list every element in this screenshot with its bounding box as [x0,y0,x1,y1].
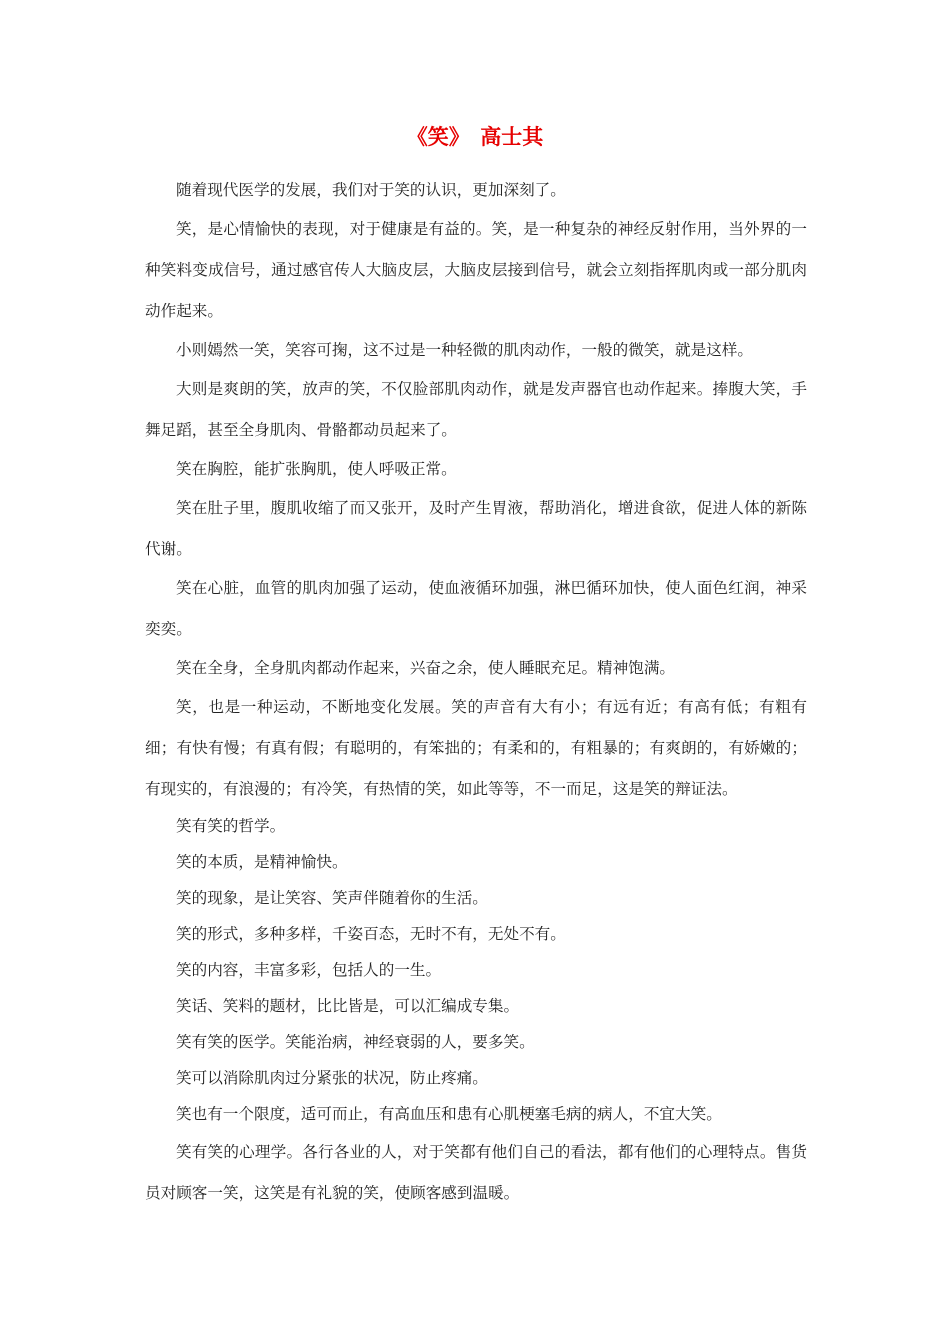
paragraph-17: 笑可以消除肌肉过分紧张的状况，防止疼痛。 [176,1069,488,1087]
paragraph-3: 小则嫣然一笑，笑容可掬，这不过是一种轻微的肌肉动作，一般的微笑，就是这样。 [176,341,753,359]
paragraph-12: 笑的现象，是让笑容、笑声伴随着你的生活。 [176,889,488,907]
paragraph-8: 笑在全身，全身肌肉都动作起来，兴奋之余，使人睡眠充足。精神饱满。 [176,659,676,677]
paragraph-14: 笑的内容，丰富多彩，包括人的一生。 [176,961,442,979]
paragraph-18: 笑也有一个限度，适可而止，有高血压和患有心肌梗塞毛病的病人，不宜大笑。 [176,1105,722,1123]
document-body [145,170,807,1212]
paragraph-2: 笑，是心情愉快的表现，对于健康是有益的。笑，是一种复杂的神经反射作用，当外界的一种笑料变成信号，通过感官传人大脑皮层，大脑皮层接到信号，就会立刻指挥肌肉或一部分肌肉动作起来。 [145,220,807,320]
document-title: 《笑》 高士其 [406,124,544,149]
paragraph-6: 笑在肚子里，腹肌收缩了而又张开，及时产生胃液，帮助消化，增进食欲，促进人体的新陈代谢。 [145,499,807,558]
paragraph-4: 大则是爽朗的笑，放声的笑，不仅脸部肌肉动作，就是发声器官也动作起来。捧腹大笑，手舞足蹈，甚至全身肌肉、骨骼都动员起来了。 [145,380,807,439]
paragraph-16: 笑有笑的医学。笑能治病，神经衰弱的人，要多笑。 [176,1033,535,1051]
paragraph-19: 笑有笑的心理学。各行各业的人，对于笑都有他们自己的看法，都有他们的心理特点。售货员对顾客一笑，这笑是有礼貌的笑，使顾客感到温暖。 [145,1143,807,1202]
paragraph-11: 笑的本质，是精神愉快。 [176,853,348,871]
paragraph-10: 笑有笑的哲学。 [176,817,286,835]
paragraph-13: 笑的形式，多种多样，千姿百态，无时不有，无处不有。 [176,925,566,943]
paragraph-1: 随着现代医学的发展，我们对于笑的认识，更加深刻了。 [176,181,566,199]
paragraph-15: 笑话、笑料的题材，比比皆是，可以汇编成专集。 [176,997,520,1015]
paragraph-9: 笑，也是一种运动，不断地变化发展。笑的声音有大有小；有远有近；有高有低；有粗有细；有快有慢；有真有假；有聪明的，有笨拙的；有柔和的，有粗暴的；有爽朗的，有娇嫩的；有现实的，有浪漫的；有冷笑，有热情的笑，如此等等，不一而足，这是笑的辩证法。 [145,698,807,798]
paragraph-5: 笑在胸腔，能扩张胸肌，使人呼吸正常。 [176,460,457,478]
paragraph-7: 笑在心脏，血管的肌肉加强了运动，使血液循环加强，淋巴循环加快，使人面色红润，神采奕奕。 [145,579,807,638]
